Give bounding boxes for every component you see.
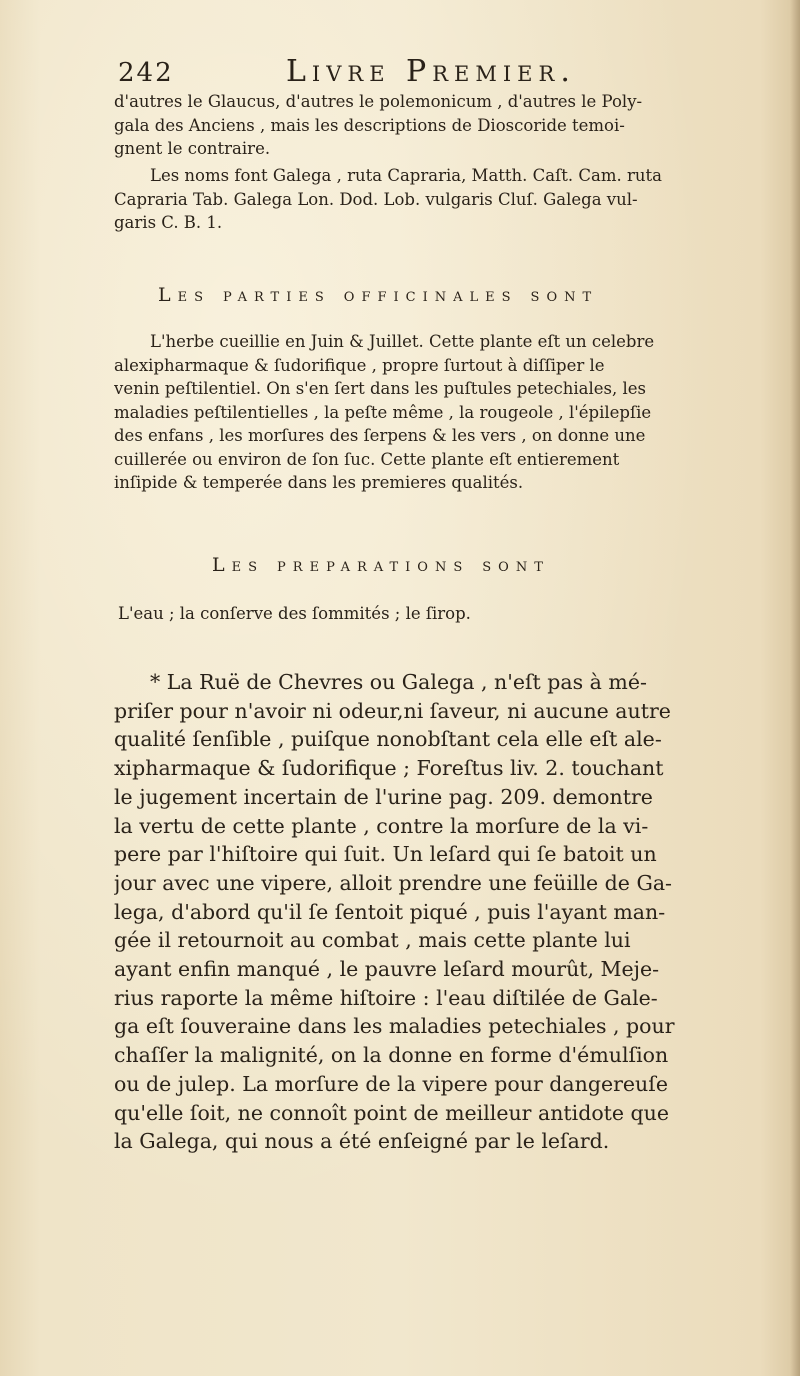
page-number: 242 — [118, 58, 174, 88]
text-line: ga eſt ſouveraine dans les maladies petechiales , pour — [114, 1014, 675, 1039]
text-line: lega, d'abord qu'il ſe ſentoit piqué , puis l'ayant man- — [114, 899, 666, 924]
text-line: ayant enfin manqué , le pauvre leſard mourût, Meje- — [114, 957, 660, 982]
text-line: qualité ſenſible , puiſque nonobſtant cela elle eſt ale- — [114, 727, 662, 752]
text-line: * La Ruë de Chevres ou Galega , n'eſt pas à mé- — [150, 670, 647, 694]
text-line: alexipharmaque & ſudorifique , propre ſurtout à diſſiper le — [114, 355, 605, 375]
text-line: chaſſer la malignité, on la donne en forme d'émulſion — [114, 1043, 669, 1068]
paragraph-names — [114, 164, 786, 235]
text-line: des enfans , les morſures des ſerpens & les vers , on donne une — [114, 426, 646, 445]
text-line: la Galega, qui nous a été enſeigné par le leſard. — [114, 1129, 610, 1154]
text-line: gala des Anciens , mais les descriptions de Dioscoride temoi- — [114, 115, 625, 135]
text-line: ou de julep. La morſure de la vipere pour dangereuſe — [114, 1071, 668, 1096]
text-line: cuillerée ou environ de ſon ſuc. Cette plante eſt entierement — [114, 449, 620, 469]
running-title: Livre Premier. — [286, 54, 576, 89]
text-line: Les noms font Galega , ruta Capraria, Matth. Caſt. Cam. ruta — [150, 166, 662, 185]
paragraph-synonyms — [114, 90, 786, 161]
text-line: gnent le contraire. — [114, 139, 271, 158]
text-line: garis C. B. 1. — [114, 213, 223, 232]
text-line: la vertu de cette plante , contre la morſure de la vi- — [114, 813, 649, 838]
paragraph-commentary — [114, 668, 786, 1156]
text-line: pere par l'hiſtoire qui ſuit. Un leſard qui ſe batoit un — [114, 842, 657, 867]
heading-preparations: Les preparations sont — [212, 554, 550, 576]
text-line: L'eau ; la conſerve des ſommités ; le ſirop. — [118, 604, 471, 623]
text-line: xipharmaque & ſudorifique ; Foreſtus liv. 2. touchant — [114, 756, 664, 781]
text-line: gée il retournoit au combat , mais cette plante lui — [114, 928, 631, 953]
text-line: jour avec une vipere, alloit prendre une feüille de Ga- — [114, 870, 672, 895]
text-line: Capraria Tab. Galega Lon. Dod. Lob. vulgaris Cluſ. Galega vul- — [114, 189, 638, 209]
text-line: inſipide & temperée dans les premieres qualités. — [114, 473, 524, 492]
paragraph-preparations — [114, 602, 786, 626]
text-line: priſer pour n'avoir ni odeur,ni ſaveur, ni aucune autre — [114, 698, 671, 723]
text-line: qu'elle ſoit, ne connoît point de meilleur antidote que — [114, 1100, 670, 1125]
text-line: d'autres le Glaucus, d'autres le polemonicum , d'autres le Poly- — [114, 92, 643, 111]
text-line: maladies peſtilentielles , la peſte même , la rougeole , l'épilepſie — [114, 402, 652, 422]
paragraph-parties — [114, 330, 786, 495]
heading-parties-officinales: Les parties officinales sont — [158, 284, 599, 306]
text-line: le jugement incertain de l'urine pag. 209. demontre — [114, 784, 653, 809]
text-line: venin peſtilentiel. On s'en ſert dans les puſtules petechiales, les — [114, 379, 646, 398]
text-line: rius raporte la même hiſtoire : l'eau diſtilée de Gale- — [114, 985, 658, 1010]
spine-shadow — [790, 0, 800, 1376]
text-line: L'herbe cueillie en Juin & Juillet. Cette plante eſt un celebre — [150, 332, 655, 351]
